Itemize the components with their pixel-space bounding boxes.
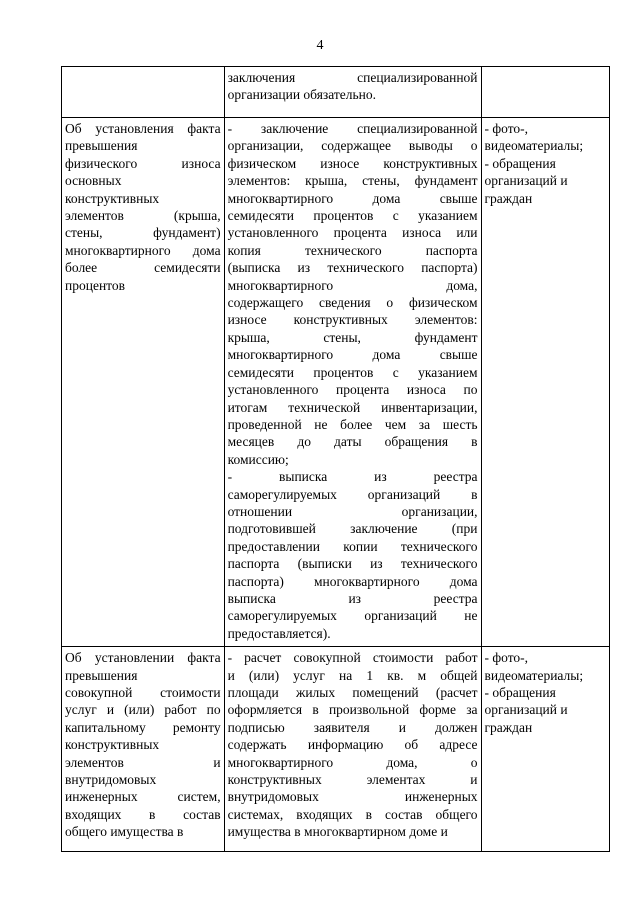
text-line: саморегулируемых организаций в	[227, 486, 478, 502]
table-cell-extra-materials	[481, 647, 609, 852]
table-row	[62, 118, 610, 647]
text-line: комиссию;	[227, 451, 289, 467]
text-line: проведенной не более чем за шесть	[227, 416, 478, 432]
text-line: Об установлении факта	[65, 650, 221, 666]
cell-text	[228, 69, 478, 104]
text-line: физического износа	[65, 155, 221, 171]
text-line: семидесяти процентов с указанием	[227, 208, 478, 224]
text-line: подготовившей заключение (при	[227, 521, 478, 537]
text-line: предоставляется).	[227, 625, 331, 641]
text-line: - фото-,	[484, 650, 529, 666]
text-line: граждан	[484, 719, 533, 735]
text-line: капитальному ремонту	[65, 719, 221, 735]
text-line: Об установления факта	[65, 121, 221, 136]
table-cell-condition	[62, 67, 225, 118]
text-line: более семидесяти	[65, 260, 221, 276]
text-line: инженерных систем,	[65, 789, 221, 805]
text-line: элементов и	[65, 754, 221, 770]
text-line: отношении организации,	[227, 503, 478, 519]
text-line: многоквартирного дома свыше	[227, 347, 478, 363]
cell-text	[228, 120, 478, 642]
text-line: оформляется в произвольной форме за	[227, 702, 478, 718]
text-line: многоквартирного дома свыше	[227, 190, 478, 206]
text-line: (выписка из технического паспорта)	[227, 260, 478, 276]
table-cell-documents	[224, 647, 481, 852]
text-line: конструктивных	[65, 737, 160, 753]
cell-text	[65, 120, 221, 294]
text-line: совокупной стоимости	[65, 685, 221, 700]
text-line: общего имущества в	[65, 824, 184, 840]
table-cell-documents	[224, 67, 481, 118]
text-line: саморегулируемых организаций не	[227, 608, 478, 624]
text-line: видеоматериалы;	[484, 667, 584, 683]
text-line: подписью заявителя и должен	[227, 719, 478, 735]
text-line: копия технического паспорта	[227, 242, 478, 258]
text-line: конструктивных элементах и	[227, 772, 478, 788]
text-line: заключения специализированной	[227, 70, 478, 85]
text-line: входящих в состав	[65, 806, 221, 822]
table-cell-condition	[62, 647, 225, 852]
text-line: организации, содержащее выводы о	[227, 138, 478, 154]
text-line: износе конструктивных элементов:	[227, 312, 478, 328]
text-line: - обращения	[484, 155, 556, 171]
cell-text	[485, 649, 606, 736]
text-line: имущества в многоквартирном доме и	[227, 824, 448, 840]
table-cell-extra-materials	[481, 118, 609, 647]
text-line: внутридомовых инженерных	[227, 789, 478, 805]
text-line: организаций и	[484, 173, 568, 189]
text-line: выписка из реестра	[227, 590, 478, 606]
text-line: - выписка из реестра	[227, 469, 478, 485]
text-line: организации обязательно.	[227, 87, 377, 103]
text-line: площади жилых помещений (расчет	[227, 685, 478, 700]
text-line: - обращения	[484, 685, 556, 700]
text-line: услуг и (или) работ по	[65, 702, 221, 718]
table-cell-condition	[62, 118, 225, 647]
text-line: процентов	[65, 277, 126, 293]
text-line: крыша, стены, фундамент	[227, 329, 478, 345]
text-line: превышения	[65, 138, 138, 154]
text-line: системах, входящих в состав общего	[227, 806, 478, 822]
text-line: граждан	[484, 190, 533, 206]
text-line: стены, фундамент)	[65, 225, 221, 241]
text-line: - фото-,	[484, 121, 529, 136]
text-line: организаций и	[484, 702, 568, 718]
cell-text	[65, 649, 221, 840]
text-line: основных	[65, 173, 122, 189]
text-line: содержащего сведения о физическом	[227, 295, 478, 311]
text-line: видеоматериалы;	[484, 138, 584, 154]
table-row	[62, 647, 610, 852]
table-row	[62, 67, 610, 118]
text-line: семидесяти процентов с указанием	[227, 364, 478, 380]
text-line: паспорта (выписки из технического	[227, 556, 478, 572]
text-line: превышения	[65, 667, 138, 683]
text-line: итогам технической инвентаризации,	[227, 399, 478, 415]
text-line: предоставлении копии технического	[227, 538, 478, 554]
text-line: месяцев до даты обращения в	[227, 434, 478, 450]
requirements-table	[61, 66, 610, 852]
text-line: элементов (крыша,	[65, 208, 221, 224]
cell-text	[228, 649, 478, 840]
text-line: - заключение специализированной	[227, 121, 478, 136]
text-line: установленного процента износа по	[227, 382, 478, 398]
text-line: - расчет совокупной стоимости работ	[227, 650, 478, 666]
table-cell-extra-materials	[481, 67, 609, 118]
text-line: паспорта) многоквартирного дома	[227, 573, 478, 589]
text-line: конструктивных	[65, 190, 160, 206]
text-line: элементов: крыша, стены, фундамент	[227, 173, 478, 189]
text-line: многоквартирного дома, о	[227, 754, 478, 770]
text-line: и (или) услуг на 1 кв. м общей	[227, 667, 478, 683]
text-line: установленного процента износа или	[227, 225, 478, 241]
page-number: 4	[316, 38, 324, 53]
text-line: внутридомовых	[65, 772, 157, 788]
text-line: физическом износе конструктивных	[227, 155, 478, 171]
table-cell-documents	[224, 118, 481, 647]
text-line: многоквартирного дома,	[227, 277, 478, 293]
text-line: многоквартирного дома	[65, 242, 221, 258]
text-line: содержать информацию об адресе	[227, 737, 478, 753]
cell-text	[485, 120, 606, 207]
